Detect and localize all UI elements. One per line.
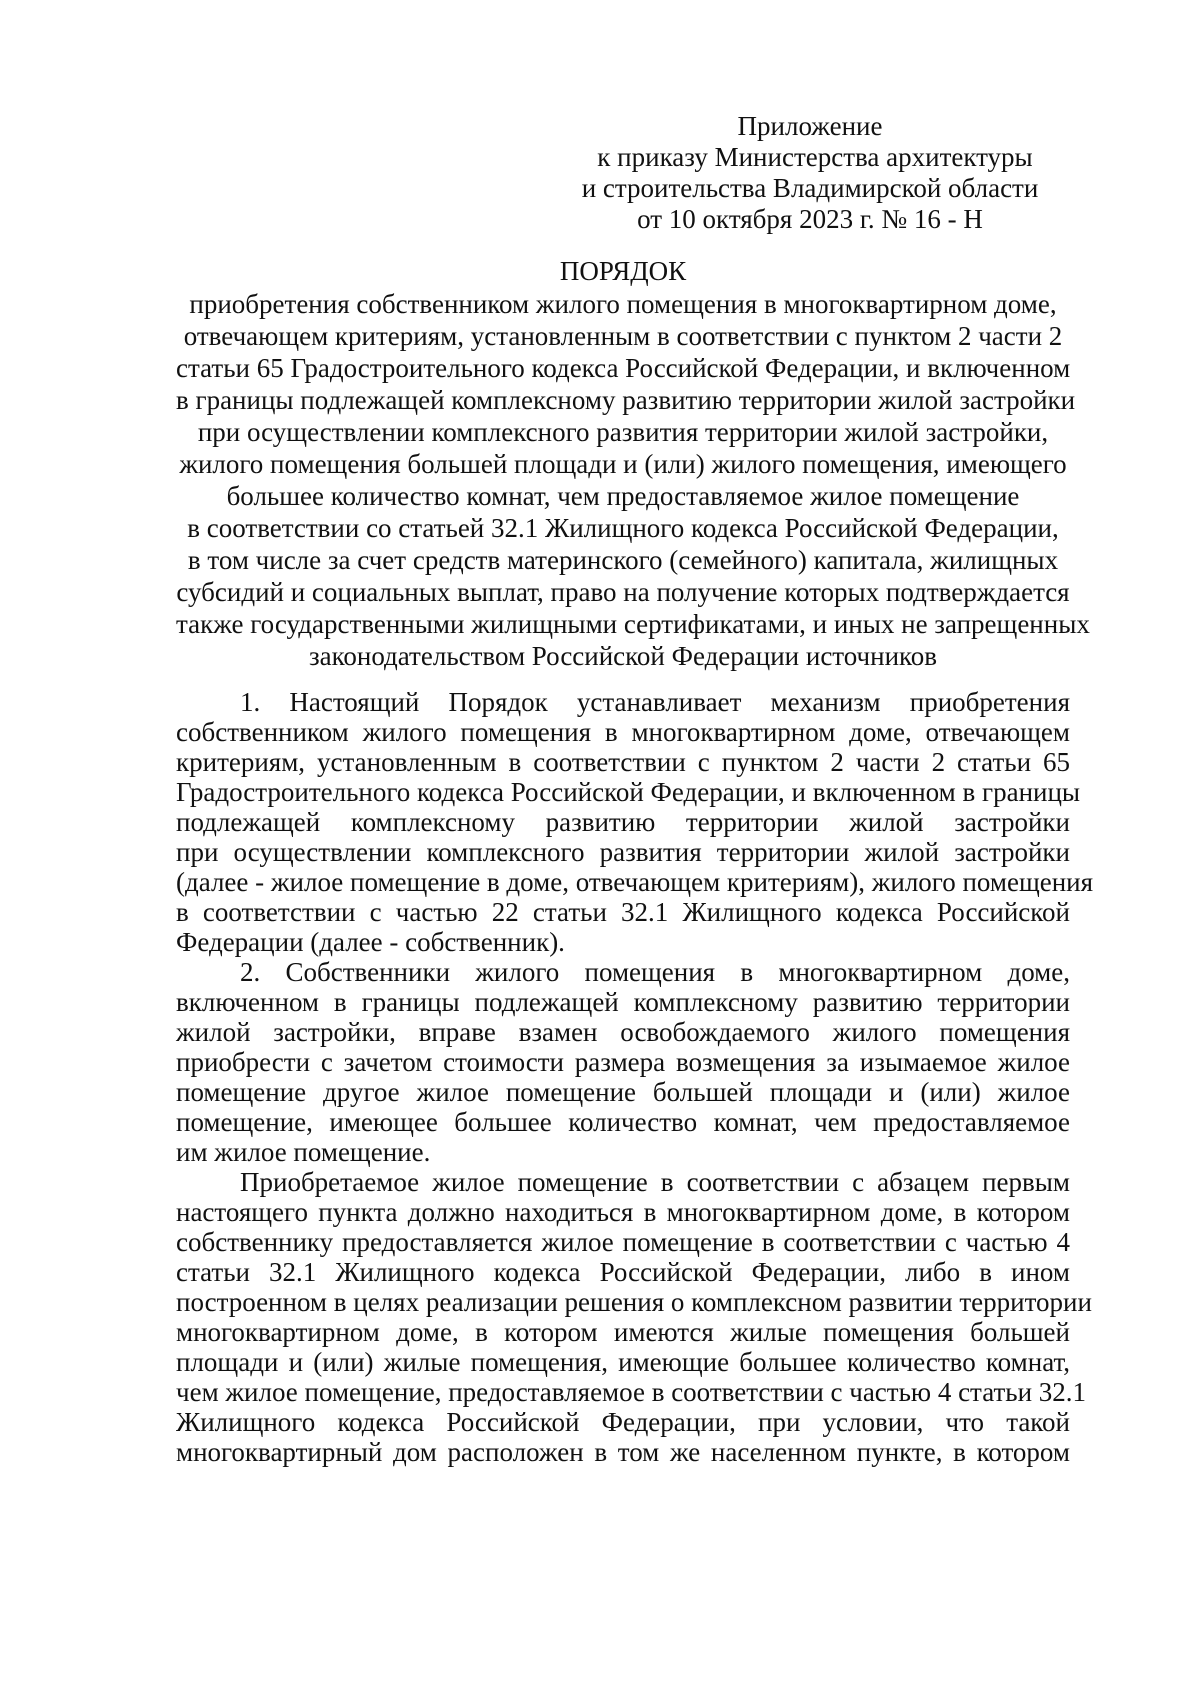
paragraph-3-line: настоящего пункта должно находиться в многоквартирном доме, в котором <box>176 1197 1070 1227</box>
title-line: законодательством Российской Федерации источников <box>308 641 938 671</box>
paragraph-1-line: (далее - жилое помещение в доме, отвечающем критериям), жилого помещения <box>176 867 1094 897</box>
paragraph-1-line: в соответствии с частью 22 статьи 32.1 Жилищного кодекса Российской <box>176 897 1070 927</box>
paragraph-3-line: построенном в целях реализации решения о комплексном развитии территории <box>176 1287 1092 1317</box>
paragraph-3-line: чем жилое помещение, предоставляемое в соответствии с частью 4 статьи 32.1 <box>176 1377 1087 1407</box>
paragraph-3-line: многоквартирном доме, в котором имеются жилые помещения большей <box>176 1317 1070 1347</box>
paragraph-3-line: площади и (или) жилые помещения, имеющие большее количество комнат, <box>176 1347 1070 1377</box>
paragraph-3-line: статьи 32.1 Жилищного кодекса Российской Федерации, либо в ином <box>176 1257 1070 1287</box>
title-line: статьи 65 Градостроительного кодекса Российской Федерации, и включенном <box>176 353 1071 383</box>
paragraph-1-line: при осуществлении комплексного развития территории жилой застройки <box>176 837 1070 867</box>
title-line: субсидий и социальных выплат, право на получение которых подтверждается <box>176 577 1070 607</box>
appendix-ministry: и строительства Владимирской области <box>581 173 1039 203</box>
title-line: в границы подлежащей комплексному развитию территории жилой застройки <box>176 385 1076 415</box>
title-line: жилого помещения большей площади и (или) жилого помещения, имеющего <box>179 449 1067 479</box>
paragraph-1-line: Градостроительного кодекса Российской Федерации, и включенном в границы <box>176 777 1081 807</box>
appendix-label: Приложение <box>737 111 883 141</box>
paragraph-3-line: собственнику предоставляется жилое помещение в соответствии с частью 4 <box>176 1227 1070 1257</box>
paragraph-1-line: подлежащей комплексному развитию территории жилой застройки <box>176 807 1070 837</box>
paragraph-3-line: Жилищного кодекса Российской Федерации, при условии, что такой <box>176 1407 1070 1437</box>
paragraph-1-line: собственником жилого помещения в многоквартирном доме, отвечающем <box>176 717 1070 747</box>
paragraph-2-line: помещение, имеющее большее количество комнат, чем предоставляемое <box>176 1107 1070 1137</box>
paragraph-1-line: Федерации (далее - собственник). <box>176 927 565 957</box>
paragraph-3-line: многоквартирный дом расположен в том же населенном пункте, в котором <box>176 1437 1070 1467</box>
appendix-order-ref: к приказу Министерства архитектуры <box>597 142 1033 172</box>
paragraph-2-line: жилой застройки, вправе взамен освобождаемого жилого помещения <box>176 1017 1070 1047</box>
title-line: в соответствии со статьей 32.1 Жилищного кодекса Российской Федерации, <box>187 513 1059 543</box>
paragraph-2-line: помещение другое жилое помещение большей площади и (или) жилое <box>176 1077 1070 1107</box>
document-title: ПОРЯДОК <box>559 256 687 286</box>
paragraph-2-line: 2. Собственники жилого помещения в многоквартирном доме, <box>240 957 1070 987</box>
title-line: при осуществлении комплексного развития территории жилой застройки, <box>197 417 1049 447</box>
title-line: приобретения собственником жилого помещения в многоквартирном доме, <box>189 289 1057 319</box>
title-line: в том числе за счет средств материнского (семейного) капитала, жилищных <box>187 545 1059 575</box>
title-line: также государственными жилищными сертификатами, и иных не запрещенных <box>176 609 1090 639</box>
paragraph-1-line: критериям, установленным в соответствии с пунктом 2 части 2 статьи 65 <box>176 747 1070 777</box>
title-line: большее количество комнат, чем предоставляемое жилое помещение <box>226 481 1020 511</box>
paragraph-2-line: включенном в границы подлежащей комплексному развитию территории <box>176 987 1070 1017</box>
paragraph-3-line: Приобретаемое жилое помещение в соответствии с абзацем первым <box>240 1167 1070 1197</box>
paragraph-2-line: им жилое помещение. <box>176 1137 431 1167</box>
paragraph-2-line: приобрести с зачетом стоимости размера возмещения за изымаемое жилое <box>176 1047 1070 1077</box>
title-line: отвечающем критериям, установленным в соответствии с пунктом 2 части 2 <box>183 321 1063 351</box>
paragraph-1-line: 1. Настоящий Порядок устанавливает механизм приобретения <box>240 687 1070 717</box>
appendix-date-number: от 10 октября 2023 г. № 16 - Н <box>637 204 983 234</box>
